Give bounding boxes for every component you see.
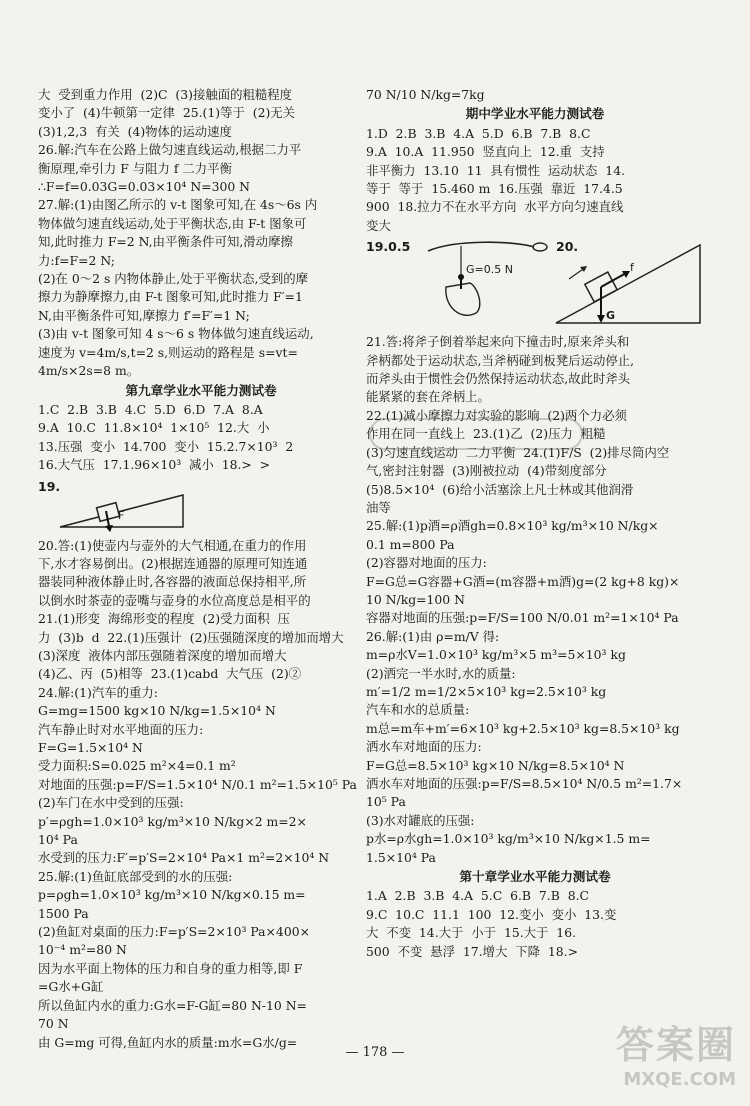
answer-line: 力:f=F=2 N; — [38, 252, 115, 268]
answer-line: m=ρ水V=1.0×10³ kg/m³×5 m³=5×10³ kg — [366, 647, 626, 663]
answer-line: 擦力为静摩擦力,由 F-t 图象可知,此时推力 F′=1 — [38, 289, 303, 305]
section-heading: 第十章学业水平能力测试卷 — [459, 869, 611, 885]
answer-line: F=G总=8.5×10³ kg×10 N/kg=8.5×10⁴ N — [366, 757, 625, 773]
answer-line: (3)匀速直线运动 二力平衡 24.(1)F/S (2)排尽筒内空 — [366, 444, 670, 460]
answer-line: 物体做匀速直线运动,处于平衡状态,由 F-t 图象可 — [38, 215, 307, 231]
answer-line: p水=ρ水gh=1.0×10³ kg/m³×10 N/kg×1.5 m= — [366, 831, 651, 847]
answer-line: (5)8.5×10⁴ (6)给小活塞涂上凡士林或其他润滑 — [366, 481, 634, 497]
answer-line: N,由平衡条件可知,摩擦力 f′=F′=1 N; — [38, 307, 250, 323]
answer-line: 能紧紧的套在斧柄上。 — [366, 389, 490, 405]
answer-line: (2)鱼缸对桌面的压力:F=p′S=2×10³ Pa×400× — [38, 924, 310, 940]
answer-line: 所以鱼缸内水的重力:G水=F-G缸=80 N-10 N= — [38, 997, 307, 1013]
answer-line: m′=1/2 m=1/2×5×10³ kg=2.5×10³ kg — [366, 683, 607, 699]
answer-line: 气,密封注射器 (3)刚被拉动 (4)带刻度部分 — [366, 463, 607, 479]
answer-line: 知,此时推力 F=2 N,由平衡条件可知,滑动摩擦 — [38, 234, 293, 250]
watermark-url: MXQE.COM — [623, 1069, 736, 1090]
answer-line: 非平衡力 13.10 11 具有惯性 运动状态 14. — [366, 162, 626, 178]
answer-line: 汽车静止时对水平地面的压力: — [38, 721, 204, 737]
answer-line: 4m/s×2s=8 m。 — [38, 363, 140, 379]
watermark — [616, 1014, 736, 1090]
answer-line: 20.答:(1)使壶内与壶外的大气相通,在重力的作用 — [38, 537, 307, 553]
answer-line: 作用在同一直线上 23.(1)乙 (2)压力 粗糙 — [366, 426, 606, 442]
answer-line: 1.C 2.B 3.B 4.C 5.D 6.D 7.A 8.A — [38, 401, 263, 417]
answer-line: 速度为 v=4m/s,t=2 s,则运动的路程是 s=vt= — [38, 344, 298, 360]
answer-line: =G水+G缸 — [38, 979, 104, 995]
answer-line: 汽车和水的总质量: — [366, 702, 470, 718]
answer-line: (3)1,2,3 有关 (4)物体的运动速度 — [38, 123, 232, 139]
page-number: — 178 — — [345, 1045, 405, 1060]
stamp-mark — [368, 413, 584, 453]
figure-19-number: 19. — [38, 478, 61, 494]
answer-line: (3)由 v-t 图象可知 4 s～6 s 物体做匀速直线运动, — [38, 326, 314, 342]
answer-line: 由 G=mg 可得,鱼缸内水的质量:m水=G水/g= — [38, 1034, 298, 1050]
answer-line: 1500 Pa — [38, 905, 89, 921]
answer-line: 斧柄都处于运动状态,当斧柄碰到板凳后运动停止, — [366, 352, 635, 368]
answer-line: 1.A 2.B 3.B 4.A 5.C 6.B 7.B 8.C — [366, 888, 589, 904]
section-heading: 第九章学业水平能力测试卷 — [125, 382, 277, 398]
answer-line: 10 N/kg=100 N — [366, 591, 465, 607]
answer-line: (2)容器对地面的压力: — [366, 555, 487, 571]
answer-line: 下,水才容易倒出。(2)根据连通器的原理可知连通 — [38, 555, 308, 571]
answer-line: (3)深度 液体内部压强随着深度的增加而增大 — [38, 647, 287, 663]
answer-line: 25.解:(1)p酒=ρ酒gh=0.8×10³ kg/m³×10 N/kg× — [366, 518, 659, 534]
answer-line: ∴F=f=0.03G=0.03×10⁴ N=300 N — [38, 179, 250, 195]
answer-line: 力 (3)b d 22.(1)压强计 (2)压强随深度的增加而增大 — [38, 629, 344, 645]
watermark-logo: 答案圈 — [615, 1023, 736, 1067]
answer-line: 变小了 (4)牛顿第一定律 25.(1)等于 (2)无关 — [38, 105, 296, 121]
answer-line: p′=ρgh=1.0×10³ kg/m³×10 N/kg×2 m=2× — [38, 813, 307, 829]
answer-line: 900 18.拉力不在水平方向 水平方向匀速直线 — [366, 199, 624, 215]
answer-line: 9.A 10.C 11.8×10⁴ 1×10⁵ 12.大 小 — [38, 420, 270, 436]
answer-line: p=ρgh=1.0×10³ kg/m³×10 N/kg×0.15 m= — [38, 887, 306, 903]
incline-ramp — [556, 245, 700, 323]
weight-label: G=0.5 N — [466, 263, 513, 277]
hook — [533, 243, 547, 251]
answer-line: 16.大气压 17.1.96×10³ 减小 18.> > — [38, 457, 271, 473]
answer-line: 13.压强 变小 14.700 变小 15.2.7×10³ 2 — [38, 438, 294, 454]
answer-line: 0.1 m=800 Pa — [366, 536, 455, 552]
answer-line: 26.解:汽车在公路上做匀速直线运动,根据二力平 — [38, 142, 302, 158]
answer-line: 洒水车对地面的压强:p=F/S=8.5×10⁴ N/0.5 m²=1.7× — [366, 776, 683, 791]
answer-line: (2)车门在水中受到的压强: — [38, 795, 184, 811]
force-label: F — [118, 508, 125, 522]
answer-line: 对地面的压强:p=F/S=1.5×10⁴ N/0.1 m²=1.5×10⁵ Pa — [38, 776, 357, 792]
answer-line: 变大 — [366, 217, 391, 233]
answer-line: 27.解:(1)由图乙所示的 v-t 图象可知,在 4s～6s 内 — [38, 197, 318, 213]
figure-19-number: 19.0.5 — [366, 239, 411, 255]
answer-line: 衡原理,牵引力 F 与阻力 f 二力平衡 — [38, 160, 232, 176]
answer-line: 21.(1)形变 海绵形变的程度 (2)受力面积 压 — [38, 611, 290, 627]
answer-line: 器装同种液体静止时,各容器的液面总保持相平,所 — [38, 574, 307, 590]
answer-line: 9.A 10.A 11.950 竖直向上 12.重 支持 — [366, 144, 605, 160]
right-column — [366, 86, 704, 961]
answer-line: (4)乙、丙 (5)相等 23.(1)cabd 大气压 (2)② — [38, 666, 302, 682]
answer-line: 而斧头由于惯性会仍然保持运动状态,故此时斧头 — [366, 371, 631, 387]
answer-line: 10⁵ Pa — [366, 794, 406, 810]
gravity-arrowhead — [597, 315, 605, 323]
answer-line: 25.解:(1)鱼缸底部受到的水的压强: — [38, 868, 233, 884]
answer-line: F=G总=G容器+G酒=(m容器+m酒)g=(2 kg+8 kg)× — [366, 573, 680, 589]
answer-line: (2)在 0～2 s 内物体静止,处于平衡状态,受到的摩 — [38, 271, 309, 287]
answer-line: 70 N/10 N/kg=7kg — [366, 87, 485, 102]
figure-19 — [38, 477, 364, 533]
answer-line: 1.D 2.B 3.B 4.A 5.D 6.B 7.B 8.C — [366, 125, 591, 141]
answer-line: (3)水对罐底的压强: — [366, 812, 475, 828]
answer-line: 大 受到重力作用 (2)C (3)接触面的粗糙程度 — [38, 87, 293, 102]
answer-line: 500 不变 悬浮 17.增大 下降 18.> — [366, 943, 578, 959]
gravity-label: G — [606, 309, 616, 323]
answer-line: 等于 等于 15.460 m 16.压强 靠近 17.4.5 — [366, 181, 623, 197]
answer-line: m总=m车+m′=6×10³ kg+2.5×10³ kg=8.5×10³ kg — [366, 720, 680, 736]
answer-line: 22.(1)减小摩擦力对实验的影响 (2)两个力必须 — [366, 407, 627, 423]
answer-line: 大 不变 14.大于 小于 15.大于 16. — [366, 925, 577, 941]
answer-line: 21.答:将斧子倒着举起来向下撞击时,原来斧头和 — [366, 334, 630, 350]
answer-line: 1.5×10⁴ Pa — [366, 849, 436, 865]
answer-line: 容器对地面的压强:p=F/S=100 N/0.01 m²=1×10⁴ Pa — [366, 610, 679, 626]
section-heading: 期中学业水平能力测试卷 — [465, 106, 605, 122]
answer-line: 受力面积:S=0.025 m²×4=0.1 m² — [38, 758, 236, 774]
left-column — [38, 86, 364, 1052]
answer-line: 26.解:(1)由 ρ=m/V 得: — [366, 628, 500, 644]
answer-line: 10⁴ Pa — [38, 832, 78, 848]
answer-line: F=G=1.5×10⁴ N — [38, 740, 143, 755]
figure-19-20 — [366, 237, 704, 329]
answer-line: 以倒水时茶壶的壶嘴与壶身的水位高度总是相平的 — [38, 592, 311, 608]
answer-line: 24.解:(1)汽车的重力: — [38, 684, 158, 700]
answer-line: 10⁻⁴ m²=80 N — [38, 942, 127, 958]
friction-label: f — [630, 261, 634, 275]
answer-line: G=mg=1500 kg×10 N/kg=1.5×10⁴ N — [38, 703, 276, 719]
answer-line: 洒水车对地面的压力: — [366, 739, 482, 755]
weight-point — [458, 274, 464, 280]
answer-line: 油等 — [366, 499, 391, 515]
answer-line: 水受到的压力:F′=p′S=2×10⁴ Pa×1 m²=2×10⁴ N — [38, 850, 330, 866]
answer-line: 因为水平面上物体的压力和自身的重力相等,即 F — [38, 960, 303, 976]
figure-20-number: 20. — [556, 239, 579, 255]
answer-line: 70 N — [38, 1016, 69, 1032]
answer-line: (2)洒完一半水时,水的质量: — [366, 665, 516, 681]
answer-line: 9.C 10.C 11.1 100 12.变小 变小 13.变 — [366, 906, 617, 922]
hand-icon — [446, 283, 480, 315]
spring-scale-rope — [428, 242, 534, 251]
